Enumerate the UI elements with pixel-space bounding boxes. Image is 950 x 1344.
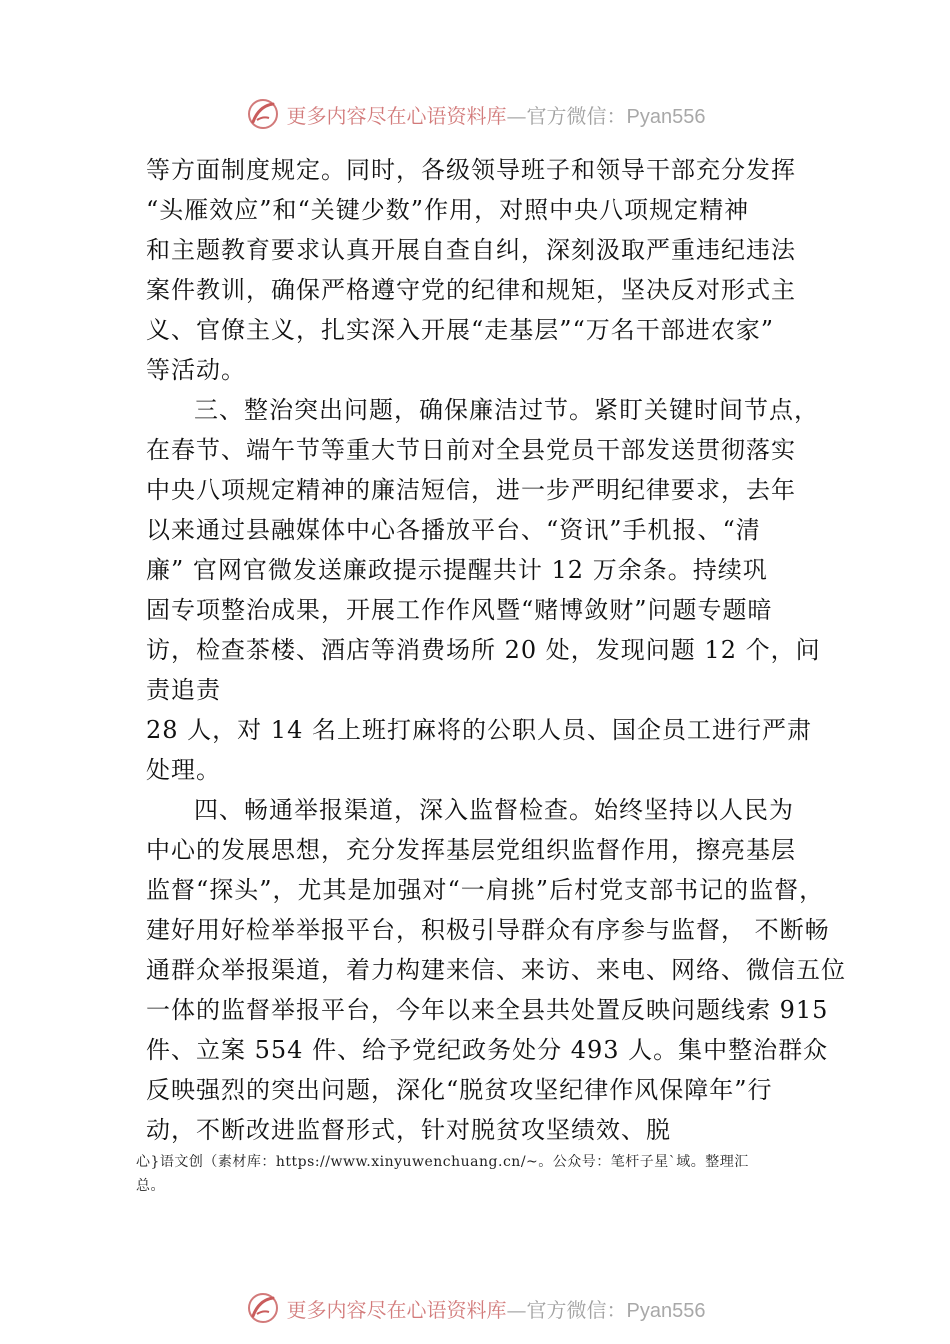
- text-line: 动，不断改进监督形式，针对脱贫攻坚绩效、脱: [146, 1116, 671, 1144]
- text-line: 反映强烈的突出问题，深化“脱贫攻坚纪律作风保障年”行: [146, 1076, 773, 1104]
- document-body: [146, 150, 846, 1150]
- text-line: 在春节、端午节等重大节日前对全县党员干部发送贯彻落实: [146, 436, 796, 464]
- banner-separator: —: [506, 103, 527, 128]
- text-line: 等活动。: [146, 356, 246, 384]
- text-line: 中央八项规定精神的廉洁短信，进一步严明纪律要求，去年: [146, 476, 796, 504]
- banner-title: 更多内容尽在心语资料库: [286, 103, 507, 128]
- text-line: 监督“探头”，尤其是加强对“一肩挑”后村党支部书记的监督，: [146, 876, 825, 904]
- text-line: 一体的监督举报平台，今年以来全县共处置反映问题线索 915: [146, 996, 829, 1024]
- text-line: 访，检查茶楼、酒店等消费场所 20 处，发现问题 12 个，问: [146, 636, 821, 664]
- text-line: 义、官僚主义，扎实深入开展“走基层”“万名干部进农家”: [146, 316, 775, 344]
- source-note: [136, 1150, 836, 1198]
- banner-wechat-id: Pyan556: [626, 1299, 706, 1322]
- text-line: 通群众举报渠道，着力构建来信、来访、来电、网络、微信五位: [146, 956, 846, 984]
- text-line: 件、立案 554 件、给予党纪政务处分 493 人。集中整治群众: [146, 1036, 829, 1064]
- banner-wechat-id: Pyan556: [626, 105, 706, 128]
- banner-separator: —: [506, 1297, 527, 1322]
- header-banner: [0, 94, 950, 134]
- text-line: 案件教训，确保严格遵守党的纪律和规矩，坚决反对形式主: [146, 276, 796, 304]
- text-line: “头雁效应”和“关键少数”作用，对照中央八项规定精神: [146, 196, 750, 224]
- footer-banner: [0, 1288, 950, 1328]
- text-line: 固专项整治成果，开展工作作风暨“赌博敛财”问题专题暗: [146, 596, 773, 624]
- text-line: 责追责: [146, 676, 221, 704]
- text-line: 处理。: [146, 756, 221, 784]
- banner-title: 更多内容尽在心语资料库: [286, 1297, 507, 1322]
- text-line: 28 人，对 14 名上班打麻将的公职人员、国企员工进行严肃: [146, 716, 812, 744]
- text-line: 廉” 官网官微发送廉政提示提醒共计 12 万余条。持续巩: [146, 556, 768, 584]
- text-line: 和主题教育要求认真开展自查自纠，深刻汲取严重违纪违法: [146, 236, 796, 264]
- text-line: 等方面制度规定。同时，各级领导班子和领导干部充分发挥: [146, 156, 796, 184]
- banner-text: [287, 1294, 706, 1323]
- source-note-line: 总。: [136, 1178, 165, 1194]
- section-four-heading: 四、畅通举报渠道，深入监督检查。始终坚持以人民为: [194, 796, 794, 824]
- text-line: 建好用好检举举报平台，积极引导群众有序参与监督， 不断畅: [146, 916, 830, 944]
- banner-text: [287, 100, 706, 129]
- brush-logo-icon: [245, 96, 281, 132]
- section-three-heading: 三、整治突出问题，确保廉洁过节。紧盯关键时间节点，: [194, 396, 819, 424]
- source-note-line: 心}语文创（素材库：https://www.xinyuwenchuang.cn/~。公众号：笔杆子星`域。整理汇: [136, 1154, 749, 1170]
- banner-wechat-label: 官方微信：: [526, 1297, 627, 1322]
- text-line: 中心的发展思想，充分发挥基层党组织监督作用，擦亮基层: [146, 836, 796, 864]
- banner-wechat-label: 官方微信：: [526, 103, 627, 128]
- text-line: 以来通过县融媒体中心各播放平台、“资讯”手机报、“清: [146, 516, 761, 544]
- brush-logo-icon: [245, 1290, 281, 1326]
